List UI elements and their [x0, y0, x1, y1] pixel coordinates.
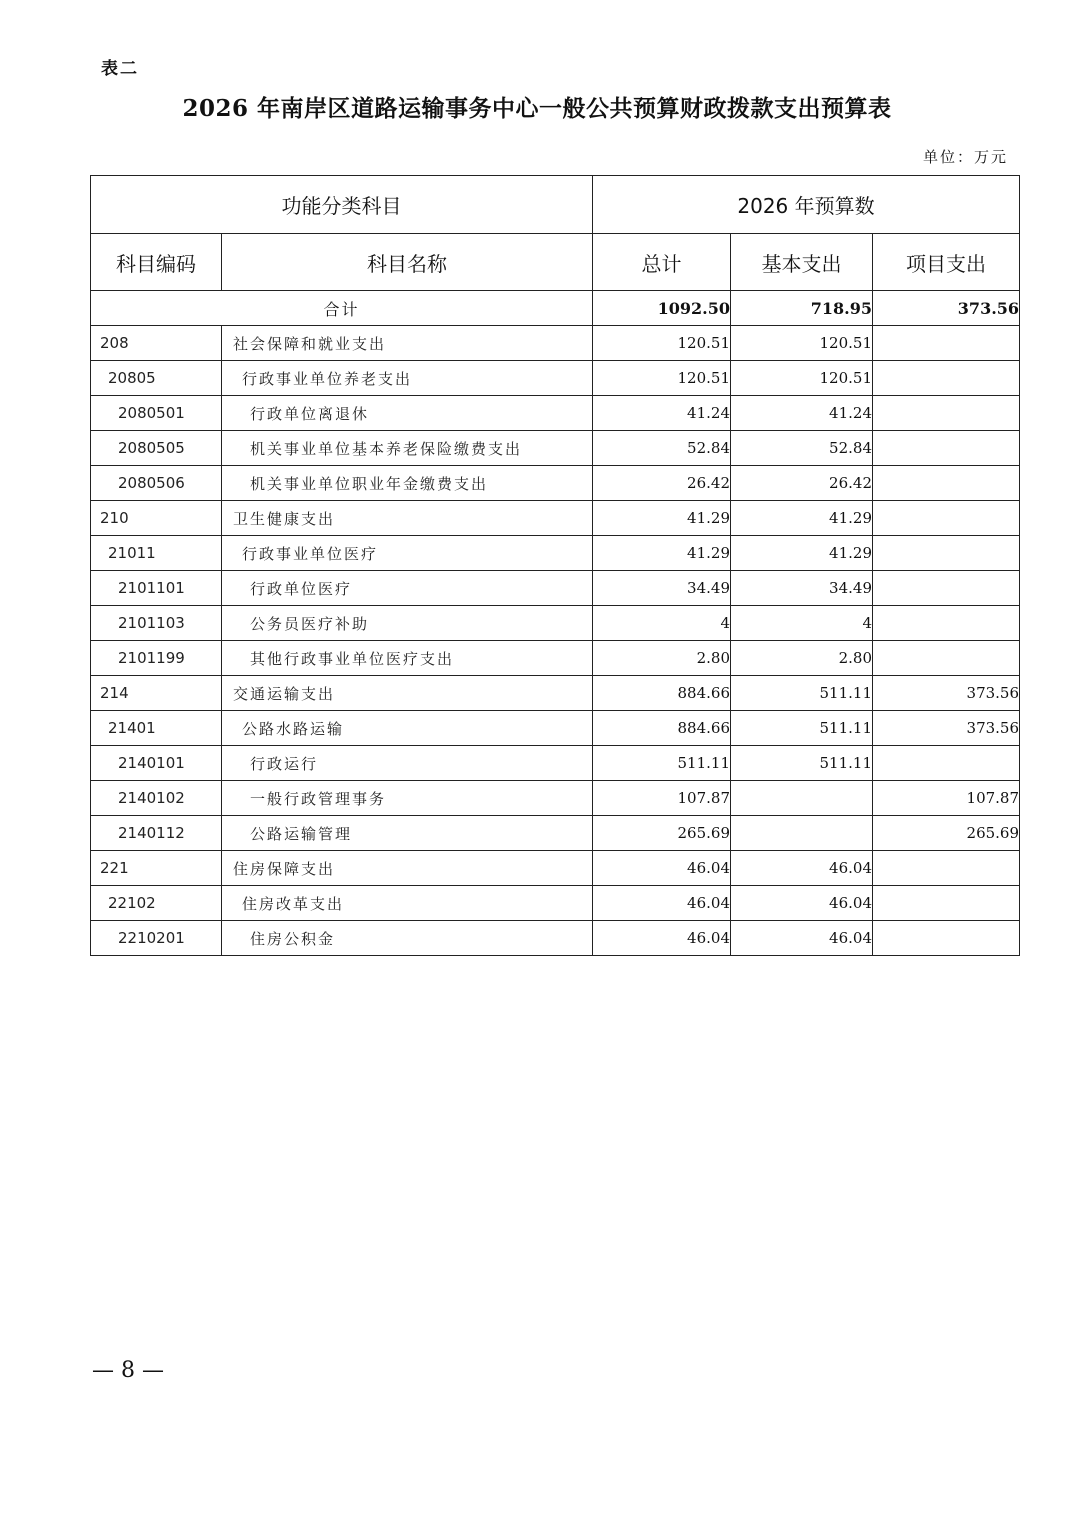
table-row	[91, 466, 1020, 501]
header-row-columns	[91, 234, 1020, 291]
row-total: 4	[593, 606, 731, 641]
table-row	[91, 361, 1020, 396]
table-row	[91, 571, 1020, 606]
row-name: 行政单位离退休	[222, 396, 593, 431]
row-total: 120.51	[593, 326, 731, 361]
row-code: 2080506	[91, 466, 222, 501]
row-code: 2080505	[91, 431, 222, 466]
row-name: 公路运输管理	[222, 816, 593, 851]
total-project: 373.56	[873, 291, 1020, 326]
row-project	[873, 851, 1020, 886]
table-row	[91, 886, 1020, 921]
row-name: 行政运行	[222, 746, 593, 781]
row-basic: 41.29	[731, 536, 873, 571]
row-total: 46.04	[593, 921, 731, 956]
row-code: 2101199	[91, 641, 222, 676]
page-number: — 8 —	[92, 1358, 164, 1383]
row-name: 行政单位医疗	[222, 571, 593, 606]
header-name: 科目名称	[222, 234, 593, 291]
row-name: 交通运输支出	[222, 676, 593, 711]
row-code: 2101103	[91, 606, 222, 641]
row-code: 2140102	[91, 781, 222, 816]
total-basic: 718.95	[731, 291, 873, 326]
row-name: 行政事业单位医疗	[222, 536, 593, 571]
row-basic: 26.42	[731, 466, 873, 501]
row-project: 265.69	[873, 816, 1020, 851]
row-total: 120.51	[593, 361, 731, 396]
header-functional-classification: 功能分类科目	[91, 176, 593, 234]
table-row	[91, 606, 1020, 641]
row-basic	[731, 816, 873, 851]
row-total: 41.29	[593, 536, 731, 571]
row-project	[873, 571, 1020, 606]
row-name: 机关事业单位基本养老保险缴费支出	[222, 431, 593, 466]
row-project	[873, 326, 1020, 361]
row-code: 22102	[91, 886, 222, 921]
row-project	[873, 466, 1020, 501]
row-project	[873, 396, 1020, 431]
row-code: 214	[91, 676, 222, 711]
header-basic: 基本支出	[731, 234, 873, 291]
row-total: 26.42	[593, 466, 731, 501]
row-project	[873, 606, 1020, 641]
row-code: 21401	[91, 711, 222, 746]
row-basic: 52.84	[731, 431, 873, 466]
row-code: 2210201	[91, 921, 222, 956]
row-code: 2140101	[91, 746, 222, 781]
table-row	[91, 501, 1020, 536]
table-row	[91, 746, 1020, 781]
row-name: 住房改革支出	[222, 886, 593, 921]
total-sum: 1092.50	[593, 291, 731, 326]
document-label: 表二	[101, 59, 139, 79]
row-name: 公路水路运输	[222, 711, 593, 746]
table-row	[91, 851, 1020, 886]
row-code: 2101101	[91, 571, 222, 606]
table-row	[91, 326, 1020, 361]
total-row	[91, 291, 1020, 326]
row-basic: 2.80	[731, 641, 873, 676]
row-total: 265.69	[593, 816, 731, 851]
row-total: 46.04	[593, 851, 731, 886]
row-project	[873, 746, 1020, 781]
row-code: 210	[91, 501, 222, 536]
row-project: 373.56	[873, 676, 1020, 711]
row-name: 住房保障支出	[222, 851, 593, 886]
row-project	[873, 536, 1020, 571]
table-row	[91, 816, 1020, 851]
row-project	[873, 921, 1020, 956]
row-basic: 4	[731, 606, 873, 641]
unit-note: 单位：万元	[922, 148, 1008, 166]
row-project	[873, 641, 1020, 676]
row-code: 2140112	[91, 816, 222, 851]
row-total: 52.84	[593, 431, 731, 466]
table-row	[91, 536, 1020, 571]
row-name: 一般行政管理事务	[222, 781, 593, 816]
row-project	[873, 501, 1020, 536]
row-code: 221	[91, 851, 222, 886]
row-basic: 511.11	[731, 711, 873, 746]
row-project	[873, 886, 1020, 921]
row-name: 社会保障和就业支出	[222, 326, 593, 361]
row-code: 20805	[91, 361, 222, 396]
row-code: 2080501	[91, 396, 222, 431]
row-basic: 41.24	[731, 396, 873, 431]
row-basic	[731, 781, 873, 816]
header-code: 科目编码	[91, 234, 222, 291]
table-row	[91, 676, 1020, 711]
total-label: 合计	[91, 291, 593, 326]
row-project	[873, 361, 1020, 396]
header-project: 项目支出	[873, 234, 1020, 291]
row-basic: 41.29	[731, 501, 873, 536]
table-row	[91, 641, 1020, 676]
row-total: 34.49	[593, 571, 731, 606]
page-title: 2026 年南岸区道路运输事务中心一般公共预算财政拨款支出预算表	[182, 95, 892, 122]
row-basic: 46.04	[731, 851, 873, 886]
header-row-top	[91, 176, 1020, 234]
row-name: 其他行政事业单位医疗支出	[222, 641, 593, 676]
budget-table	[90, 175, 1020, 956]
row-total: 46.04	[593, 886, 731, 921]
row-basic: 34.49	[731, 571, 873, 606]
row-name: 行政事业单位养老支出	[222, 361, 593, 396]
row-code: 208	[91, 326, 222, 361]
row-total: 884.66	[593, 711, 731, 746]
row-project: 107.87	[873, 781, 1020, 816]
header-budget-year: 2026 年预算数	[593, 176, 1020, 234]
row-total: 41.29	[593, 501, 731, 536]
table-row	[91, 921, 1020, 956]
table-row	[91, 781, 1020, 816]
row-basic: 511.11	[731, 746, 873, 781]
row-total: 884.66	[593, 676, 731, 711]
table-row	[91, 396, 1020, 431]
row-basic: 120.51	[731, 361, 873, 396]
row-total: 41.24	[593, 396, 731, 431]
row-basic: 46.04	[731, 921, 873, 956]
row-total: 511.11	[593, 746, 731, 781]
row-basic: 511.11	[731, 676, 873, 711]
row-project	[873, 431, 1020, 466]
table-row	[91, 711, 1020, 746]
row-name: 公务员医疗补助	[222, 606, 593, 641]
row-total: 2.80	[593, 641, 731, 676]
row-name: 住房公积金	[222, 921, 593, 956]
row-basic: 46.04	[731, 886, 873, 921]
row-name: 机关事业单位职业年金缴费支出	[222, 466, 593, 501]
row-project: 373.56	[873, 711, 1020, 746]
table-row	[91, 431, 1020, 466]
row-basic: 120.51	[731, 326, 873, 361]
row-total: 107.87	[593, 781, 731, 816]
row-name: 卫生健康支出	[222, 501, 593, 536]
header-total: 总计	[593, 234, 731, 291]
row-code: 21011	[91, 536, 222, 571]
